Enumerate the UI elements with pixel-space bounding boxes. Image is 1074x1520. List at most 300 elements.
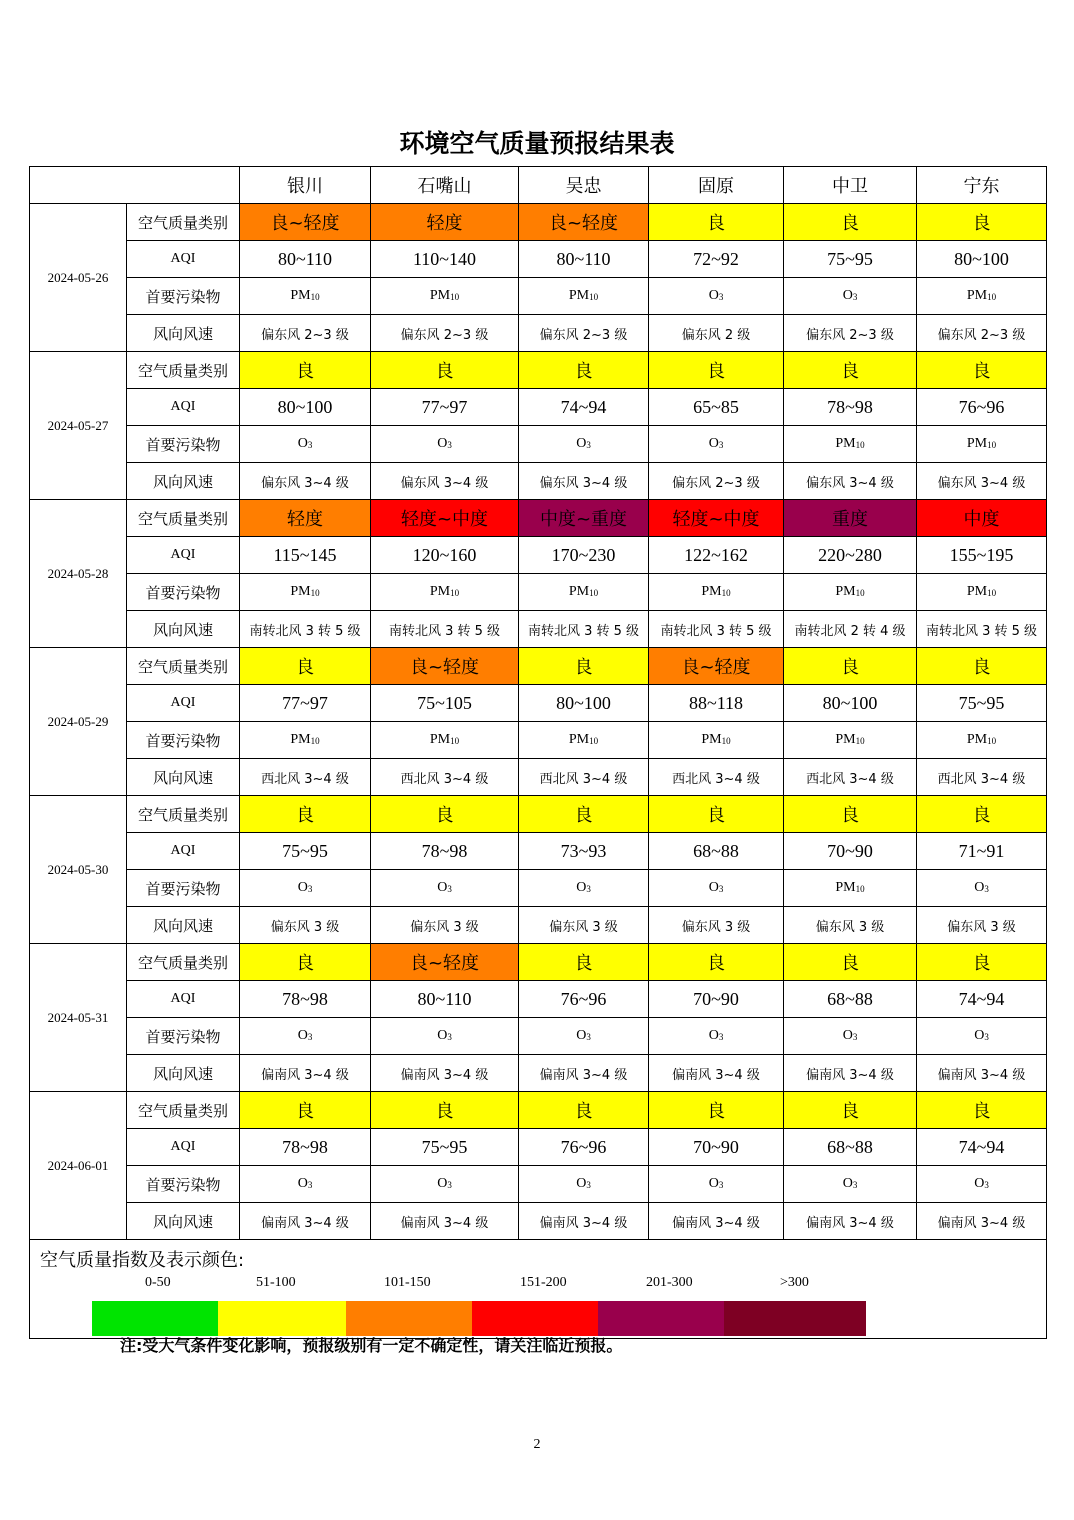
wind-cell: 南转北风 3 转 5 级 (371, 611, 519, 648)
wind-cell: 偏南风 3~4 级 (519, 1203, 649, 1240)
aqi-cell: 68~88 (784, 1129, 917, 1166)
pollutant-name: PM (568, 584, 590, 599)
category-cell: 良 (519, 352, 649, 389)
aqi-cell: 110~140 (371, 241, 519, 278)
pollutant-cell (240, 1166, 371, 1203)
legend-title: 空气质量指数及表示颜色: (40, 1250, 245, 1271)
pollutant-subscript: 3 (586, 440, 591, 450)
row-label-wind: 风向风速 (127, 463, 240, 500)
legend-color-swatch (724, 1301, 866, 1336)
wind-cell: 南转北风 2 转 4 级 (784, 611, 917, 648)
aqi-cell: 120~160 (371, 537, 519, 574)
pollutant-subscript: 3 (586, 884, 591, 894)
pollutant-cell (649, 722, 784, 759)
pollutant-subscript: 10 (721, 736, 731, 746)
pollutant-subscript: 3 (984, 884, 989, 894)
pollutant-cell (784, 1166, 917, 1203)
pollutant-name: PM (966, 436, 988, 451)
pollutant-cell (519, 574, 649, 611)
aqi-cell: 77~97 (240, 685, 371, 722)
pollutant-subscript: 3 (307, 440, 313, 450)
pollutant-cell (784, 870, 917, 907)
pollutant-subscript: 3 (718, 1032, 724, 1042)
pollutant-cell (519, 1166, 649, 1203)
category-cell: 良 (784, 1092, 917, 1129)
category-cell: 良 (784, 796, 917, 833)
wind-cell: 南转北风 3 转 5 级 (519, 611, 649, 648)
wind-cell: 偏东风 3~4 级 (917, 463, 1047, 500)
forecast-row-pollutant (30, 870, 1047, 907)
category-cell: 良 (917, 204, 1047, 241)
wind-cell: 偏南风 3~4 级 (649, 1203, 784, 1240)
category-cell: 轻度~中度 (649, 500, 784, 537)
pollutant-cell (240, 574, 371, 611)
aqi-cell: 76~96 (519, 1129, 649, 1166)
legend-color-swatch (598, 1301, 724, 1336)
forecast-row-aqi (30, 389, 1047, 426)
pollutant-name: PM (290, 732, 311, 747)
row-label-aqi: AQI (127, 685, 240, 722)
row-label-wind: 风向风速 (127, 315, 240, 352)
pollutant-name: O (297, 1028, 308, 1043)
category-cell: 良 (784, 648, 917, 685)
date-cell: 2024-05-27 (30, 352, 127, 500)
pollutant-name: O (297, 436, 308, 451)
pollutant-subscript: 3 (586, 1032, 591, 1042)
pollutant-cell (519, 278, 649, 315)
date-cell: 2024-05-28 (30, 500, 127, 648)
wind-cell: 偏南风 3~4 级 (917, 1055, 1047, 1092)
aqi-cell: 71~91 (917, 833, 1047, 870)
forecast-row-pollutant (30, 426, 1047, 463)
aqi-cell: 75~95 (371, 1129, 519, 1166)
pollutant-name: O (576, 436, 587, 451)
aqi-cell: 76~96 (917, 389, 1047, 426)
wind-cell: 偏东风 3 级 (649, 907, 784, 944)
wind-cell: 偏东风 3 级 (519, 907, 649, 944)
aqi-cell: 78~98 (240, 1129, 371, 1166)
pollutant-name: O (974, 1028, 985, 1043)
aqi-cell: 77~97 (371, 389, 519, 426)
forecast-row-pollutant (30, 1166, 1047, 1203)
wind-cell: 偏东风 3 级 (240, 907, 371, 944)
pollutant-cell (519, 426, 649, 463)
category-cell: 良 (519, 648, 649, 685)
category-cell: 良 (240, 352, 371, 389)
pollutant-name: PM (835, 584, 856, 599)
pollutant-cell (371, 278, 519, 315)
forecast-row-pollutant (30, 1018, 1047, 1055)
pollutant-subscript: 3 (307, 1180, 313, 1190)
category-cell: 良 (917, 352, 1047, 389)
forecast-row-category (30, 500, 1047, 537)
wind-cell: 偏东风 3 级 (371, 907, 519, 944)
pollutant-cell (649, 1166, 784, 1203)
date-cell: 2024-05-30 (30, 796, 127, 944)
pollutant-subscript: 3 (984, 1032, 989, 1042)
wind-cell: 偏东风 2~3 级 (519, 315, 649, 352)
pollutant-subscript: 3 (447, 1180, 452, 1190)
row-label-aqi: AQI (127, 241, 240, 278)
wind-cell: 南转北风 3 转 5 级 (917, 611, 1047, 648)
pollutant-cell (917, 722, 1047, 759)
aqi-cell: 75~105 (371, 685, 519, 722)
row-label-wind: 风向风速 (127, 1055, 240, 1092)
aqi-cell: 80~110 (240, 241, 371, 278)
row-label-aqi: AQI (127, 981, 240, 1018)
pollutant-cell (784, 278, 917, 315)
legend-color-swatch (218, 1301, 346, 1336)
wind-cell: 偏东风 3~4 级 (784, 463, 917, 500)
pollutant-cell (240, 722, 371, 759)
row-label-pollutant: 首要污染物 (127, 574, 240, 611)
row-label-wind: 风向风速 (127, 611, 240, 648)
aqi-cell: 80~100 (240, 389, 371, 426)
date-cell: 2024-06-01 (30, 1092, 127, 1240)
pollutant-cell (917, 1166, 1047, 1203)
pollutant-subscript: 10 (589, 292, 599, 302)
pollutant-subscript: 10 (310, 588, 320, 598)
wind-cell: 西北风 3~4 级 (649, 759, 784, 796)
aqi-cell: 170~230 (519, 537, 649, 574)
aqi-cell: 75~95 (240, 833, 371, 870)
forecast-row-wind (30, 907, 1047, 944)
wind-cell: 偏东风 2~3 级 (649, 463, 784, 500)
row-label-wind: 风向风速 (127, 907, 240, 944)
pollutant-subscript: 10 (450, 736, 460, 746)
category-cell: 良 (519, 944, 649, 981)
pollutant-cell (917, 278, 1047, 315)
category-cell: 良~轻度 (519, 204, 649, 241)
forecast-row-wind (30, 315, 1047, 352)
forecast-row-aqi (30, 1129, 1047, 1166)
wind-cell: 偏南风 3~4 级 (917, 1203, 1047, 1240)
category-cell: 重度 (784, 500, 917, 537)
pollutant-cell (784, 426, 917, 463)
forecast-row-aqi (30, 537, 1047, 574)
pollutant-cell (371, 1166, 519, 1203)
pollutant-name: PM (966, 584, 988, 599)
wind-cell: 偏南风 3~4 级 (519, 1055, 649, 1092)
pollutant-name: O (576, 1176, 587, 1191)
aqi-cell: 70~90 (784, 833, 917, 870)
category-cell: 良 (240, 1092, 371, 1129)
pollutant-cell (649, 870, 784, 907)
pollutant-name: O (708, 436, 719, 451)
forecast-row-wind (30, 611, 1047, 648)
forecast-row-aqi (30, 685, 1047, 722)
pollutant-cell (519, 1018, 649, 1055)
pollutant-subscript: 3 (307, 884, 313, 894)
pollutant-cell (649, 1018, 784, 1055)
legend (30, 1240, 1047, 1339)
wind-cell: 南转北风 3 转 5 级 (240, 611, 371, 648)
pollutant-subscript: 10 (589, 588, 599, 598)
aqi-cell: 76~96 (519, 981, 649, 1018)
forecast-row-category (30, 352, 1047, 389)
wind-cell: 西北风 3~4 级 (784, 759, 917, 796)
pollutant-name: O (708, 1028, 719, 1043)
pollutant-name: O (974, 880, 985, 895)
pollutant-name: PM (701, 732, 722, 747)
pollutant-cell (917, 574, 1047, 611)
pollutant-name: PM (835, 732, 856, 747)
category-cell: 良 (649, 1092, 784, 1129)
pollutant-subscript: 10 (987, 440, 997, 450)
forecast-row-wind (30, 1055, 1047, 1092)
pollutant-cell (519, 870, 649, 907)
category-cell: 良 (917, 648, 1047, 685)
forecast-row-aqi (30, 833, 1047, 870)
forecast-table (29, 166, 1047, 1339)
legend-color-swatch (92, 1301, 218, 1336)
aqi-cell: 68~88 (649, 833, 784, 870)
wind-cell: 偏东风 3 级 (784, 907, 917, 944)
pollutant-cell (240, 1018, 371, 1055)
pollutant-cell (240, 426, 371, 463)
city-header: 中卫 (784, 167, 917, 204)
legend-range-label: 201-300 (646, 1275, 693, 1290)
forecast-row-pollutant (30, 278, 1047, 315)
wind-cell: 偏东风 3 级 (917, 907, 1047, 944)
pollutant-name: O (576, 1028, 587, 1043)
row-label-category: 空气质量类别 (127, 1092, 240, 1129)
wind-cell: 偏南风 3~4 级 (371, 1055, 519, 1092)
pollutant-name: O (842, 288, 853, 303)
category-cell: 良 (371, 352, 519, 389)
category-cell: 良 (649, 796, 784, 833)
wind-cell: 南转北风 3 转 5 级 (649, 611, 784, 648)
pollutant-name: O (437, 1176, 448, 1191)
city-header: 银川 (240, 167, 371, 204)
aqi-cell: 74~94 (917, 981, 1047, 1018)
wind-cell: 偏东风 3~4 级 (519, 463, 649, 500)
pollutant-subscript: 10 (855, 884, 865, 894)
aqi-cell: 72~92 (649, 241, 784, 278)
pollutant-cell (371, 870, 519, 907)
category-cell: 良 (649, 352, 784, 389)
pollutant-name: PM (568, 732, 590, 747)
page-title: 环境空气质量预报结果表 (399, 129, 675, 158)
legend-color-swatch (472, 1301, 598, 1336)
aqi-cell: 74~94 (917, 1129, 1047, 1166)
category-cell: 良~轻度 (240, 204, 371, 241)
pollutant-subscript: 10 (450, 588, 460, 598)
category-cell: 良 (649, 204, 784, 241)
aqi-cell: 78~98 (784, 389, 917, 426)
row-label-pollutant: 首要污染物 (127, 1018, 240, 1055)
category-cell: 良 (240, 944, 371, 981)
wind-cell: 西北风 3~4 级 (240, 759, 371, 796)
forecast-row-wind (30, 759, 1047, 796)
row-label-pollutant: 首要污染物 (127, 1166, 240, 1203)
wind-cell: 偏南风 3~4 级 (240, 1055, 371, 1092)
page-number: 2 (533, 1437, 541, 1452)
row-label-pollutant: 首要污染物 (127, 278, 240, 315)
pollutant-name: O (708, 880, 719, 895)
pollutant-name: PM (290, 584, 311, 599)
pollutant-subscript: 3 (984, 1180, 989, 1190)
legend-range-label: 51-100 (256, 1275, 296, 1290)
category-cell: 良 (371, 796, 519, 833)
legend-color-swatch (346, 1301, 472, 1336)
pollutant-name: O (842, 1176, 853, 1191)
pollutant-cell (784, 1018, 917, 1055)
aqi-cell: 68~88 (784, 981, 917, 1018)
pollutant-subscript: 10 (987, 736, 997, 746)
wind-cell: 偏南风 3~4 级 (240, 1203, 371, 1240)
forecast-row-pollutant (30, 574, 1047, 611)
legend-range-label: 101-150 (384, 1275, 431, 1290)
wind-cell: 西北风 3~4 级 (371, 759, 519, 796)
forecast-row-wind (30, 1203, 1047, 1240)
aqi-cell: 70~90 (649, 1129, 784, 1166)
row-label-category: 空气质量类别 (127, 352, 240, 389)
date-cell: 2024-05-31 (30, 944, 127, 1092)
pollutant-name: O (437, 880, 448, 895)
row-label-category: 空气质量类别 (127, 648, 240, 685)
pollutant-subscript: 10 (310, 292, 320, 302)
pollutant-subscript: 3 (586, 1180, 591, 1190)
aqi-cell: 80~100 (917, 241, 1047, 278)
aqi-cell: 80~100 (519, 685, 649, 722)
pollutant-subscript: 3 (852, 1180, 858, 1190)
pollutant-cell (371, 722, 519, 759)
category-cell: 轻度~中度 (371, 500, 519, 537)
date-cell: 2024-05-26 (30, 204, 127, 352)
aqi-cell: 122~162 (649, 537, 784, 574)
pollutant-name: PM (835, 880, 856, 895)
disclaimer-note: 注:受大气条件变化影响，预报级别有一定不确定性，请关注临近预报。 (120, 1336, 623, 1355)
row-label-aqi: AQI (127, 833, 240, 870)
aqi-cell: 70~90 (649, 981, 784, 1018)
city-header: 石嘴山 (371, 167, 519, 204)
aqi-cell: 65~85 (649, 389, 784, 426)
pollutant-subscript: 3 (447, 884, 452, 894)
aqi-cell: 115~145 (240, 537, 371, 574)
pollutant-subscript: 3 (718, 292, 724, 302)
forecast-row-category (30, 204, 1047, 241)
pollutant-subscript: 3 (718, 884, 724, 894)
wind-cell: 偏东风 2~3 级 (240, 315, 371, 352)
wind-cell: 偏南风 3~4 级 (784, 1055, 917, 1092)
pollutant-subscript: 3 (307, 1032, 313, 1042)
pollutant-name: PM (429, 288, 451, 303)
category-cell: 良 (784, 944, 917, 981)
pollutant-name: O (708, 1176, 719, 1191)
city-header: 固原 (649, 167, 784, 204)
pollutant-name: O (437, 1028, 448, 1043)
pollutant-cell (917, 426, 1047, 463)
legend-range-label: >300 (780, 1275, 809, 1290)
pollutant-name: PM (966, 732, 988, 747)
pollutant-cell (371, 426, 519, 463)
pollutant-subscript: 3 (447, 440, 452, 450)
category-cell: 良 (917, 944, 1047, 981)
category-cell: 中度 (917, 500, 1047, 537)
pollutant-subscript: 10 (987, 292, 997, 302)
wind-cell: 偏南风 3~4 级 (371, 1203, 519, 1240)
category-cell: 良 (240, 796, 371, 833)
aqi-cell: 155~195 (917, 537, 1047, 574)
pollutant-subscript: 10 (987, 588, 997, 598)
aqi-cell: 78~98 (240, 981, 371, 1018)
aqi-cell: 78~98 (371, 833, 519, 870)
category-cell: 良 (519, 796, 649, 833)
row-label-category: 空气质量类别 (127, 796, 240, 833)
category-cell: 轻度 (240, 500, 371, 537)
aqi-cell: 220~280 (784, 537, 917, 574)
header-row (30, 167, 1047, 204)
pollutant-cell (240, 870, 371, 907)
pollutant-subscript: 10 (855, 440, 865, 450)
wind-cell: 偏东风 2 级 (649, 315, 784, 352)
wind-cell: 偏东风 2~3 级 (917, 315, 1047, 352)
category-cell: 良 (649, 944, 784, 981)
row-label-pollutant: 首要污染物 (127, 722, 240, 759)
pollutant-subscript: 3 (718, 1180, 724, 1190)
row-label-pollutant: 首要污染物 (127, 426, 240, 463)
wind-cell: 偏南风 3~4 级 (649, 1055, 784, 1092)
wind-cell: 偏南风 3~4 级 (784, 1203, 917, 1240)
aqi-cell: 75~95 (917, 685, 1047, 722)
pollutant-name: PM (429, 732, 451, 747)
wind-cell: 西北风 3~4 级 (519, 759, 649, 796)
aqi-cell: 80~100 (784, 685, 917, 722)
category-cell: 良 (784, 204, 917, 241)
category-cell: 中度~重度 (519, 500, 649, 537)
pollutant-cell (371, 574, 519, 611)
city-header: 吴忠 (519, 167, 649, 204)
forecast-row-category (30, 648, 1047, 685)
pollutant-subscript: 3 (852, 1032, 858, 1042)
forecast-row-category (30, 944, 1047, 981)
category-cell: 良~轻度 (371, 944, 519, 981)
legend-range-label: 0-50 (145, 1275, 171, 1290)
wind-cell: 偏东风 2~3 级 (784, 315, 917, 352)
pollutant-name: PM (429, 584, 451, 599)
wind-cell: 偏东风 2~3 级 (371, 315, 519, 352)
row-label-category: 空气质量类别 (127, 204, 240, 241)
legend-range-label: 151-200 (520, 1275, 567, 1290)
forecast-row-pollutant (30, 722, 1047, 759)
wind-cell: 西北风 3~4 级 (917, 759, 1047, 796)
pollutant-subscript: 10 (855, 588, 865, 598)
category-cell: 良 (917, 796, 1047, 833)
aqi-cell: 75~95 (784, 241, 917, 278)
category-cell: 良~轻度 (649, 648, 784, 685)
aqi-cell: 80~110 (371, 981, 519, 1018)
pollutant-subscript: 3 (718, 440, 724, 450)
pollutant-name: PM (568, 288, 590, 303)
pollutant-subscript: 10 (589, 736, 599, 746)
pollutant-cell (371, 1018, 519, 1055)
pollutant-cell (519, 722, 649, 759)
row-label-category: 空气质量类别 (127, 944, 240, 981)
pollutant-cell (917, 1018, 1047, 1055)
row-label-aqi: AQI (127, 389, 240, 426)
pollutant-name: PM (290, 288, 311, 303)
wind-cell: 偏东风 3~4 级 (371, 463, 519, 500)
category-cell: 良 (371, 1092, 519, 1129)
forecast-row-category (30, 1092, 1047, 1129)
pollutant-subscript: 10 (450, 292, 460, 302)
category-cell: 良~轻度 (371, 648, 519, 685)
row-label-aqi: AQI (127, 1129, 240, 1166)
pollutant-name: O (974, 1176, 985, 1191)
row-label-category: 空气质量类别 (127, 500, 240, 537)
aqi-cell: 74~94 (519, 389, 649, 426)
